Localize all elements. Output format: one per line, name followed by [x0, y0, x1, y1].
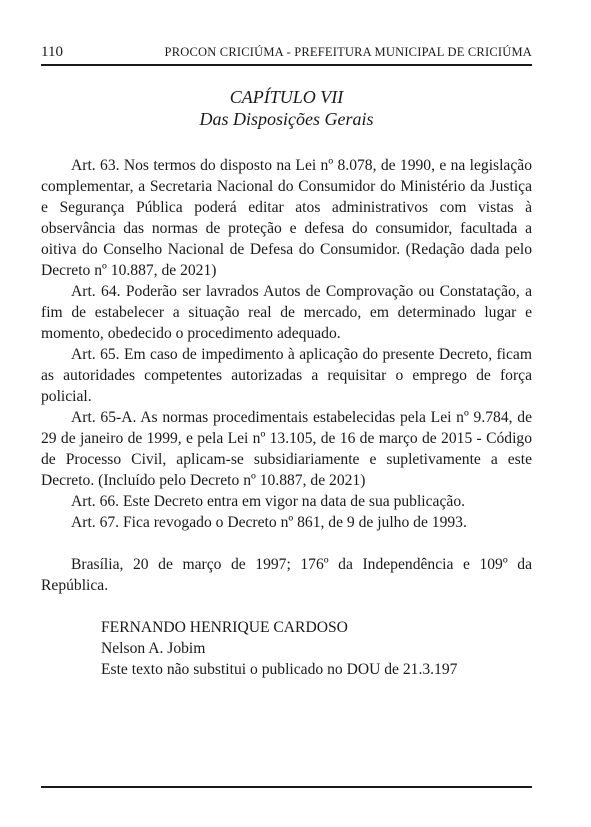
article-65a: Art. 65-A. As normas procedimentais estabelecidas pela Lei nº 9.784, de 29 de janeiro de 1999, e pela Lei nº 13.105, de 16 de março de 2015 - Código de Processo Civil, aplicam-se subsidiariamente e supletivamente a este Decreto. (Incluído pelo Decreto nº 10.887, de 2021) [41, 409, 532, 489]
signature-minister: Nelson A. Jobim [101, 640, 206, 657]
spacer [41, 533, 532, 554]
article-65: Art. 65. Em caso de impedimento à aplicação do presente Decreto, ficam as autoridades competentes autorizadas a requisitar o emprego de força policial. [41, 346, 532, 405]
spacer [41, 596, 532, 617]
publication-note: Este texto não substitui o publicado no DOU de 21.3.197 [101, 661, 458, 678]
article-66: Art. 66. Este Decreto entra em vigor na data de sua publicação. [71, 493, 466, 510]
chapter-title: CAPÍTULO VII [229, 87, 344, 107]
running-head: PROCON CRICIÚMA - PREFEITURA MUNICIPAL DE CRICIÚMA [164, 45, 532, 59]
signature-president: FERNANDO HENRIQUE CARDOSO [101, 619, 348, 636]
closing-line: Brasília, 20 de março de 1997; 176º da Independência e 109º da República. [41, 556, 532, 594]
article-64: Art. 64. Poderão ser lavrados Autos de Comprovação ou Constatação, a fim de estabelecer a situação real de mercado, em determinado lugar e momento, obedecido o procedimento adequado. [41, 283, 532, 342]
article-63: Art. 63. Nos termos do disposto na Lei nº 8.078, de 1990, e na legislação complementar, a Secretaria Nacional do Consumidor do Ministério da Justiça e Segurança Pública poderá editar atos administrativos com vistas à observância das normas de proteção e defesa do consumidor, facultada a oitiva do Conselho Nacional de Defesa do Consumidor. (Redação dada pelo Decreto nº 10.887, de 2021) [41, 157, 532, 279]
page-header [41, 44, 532, 66]
chapter-subtitle: Das Disposições Gerais [199, 109, 374, 129]
article-67: Art. 67. Fica revogado o Decreto nº 861, de 9 de julho de 1993. [71, 514, 467, 531]
document-body [41, 155, 532, 680]
page-number: 110 [41, 44, 63, 60]
footer-rule [41, 786, 532, 788]
chapter-heading [41, 86, 532, 130]
